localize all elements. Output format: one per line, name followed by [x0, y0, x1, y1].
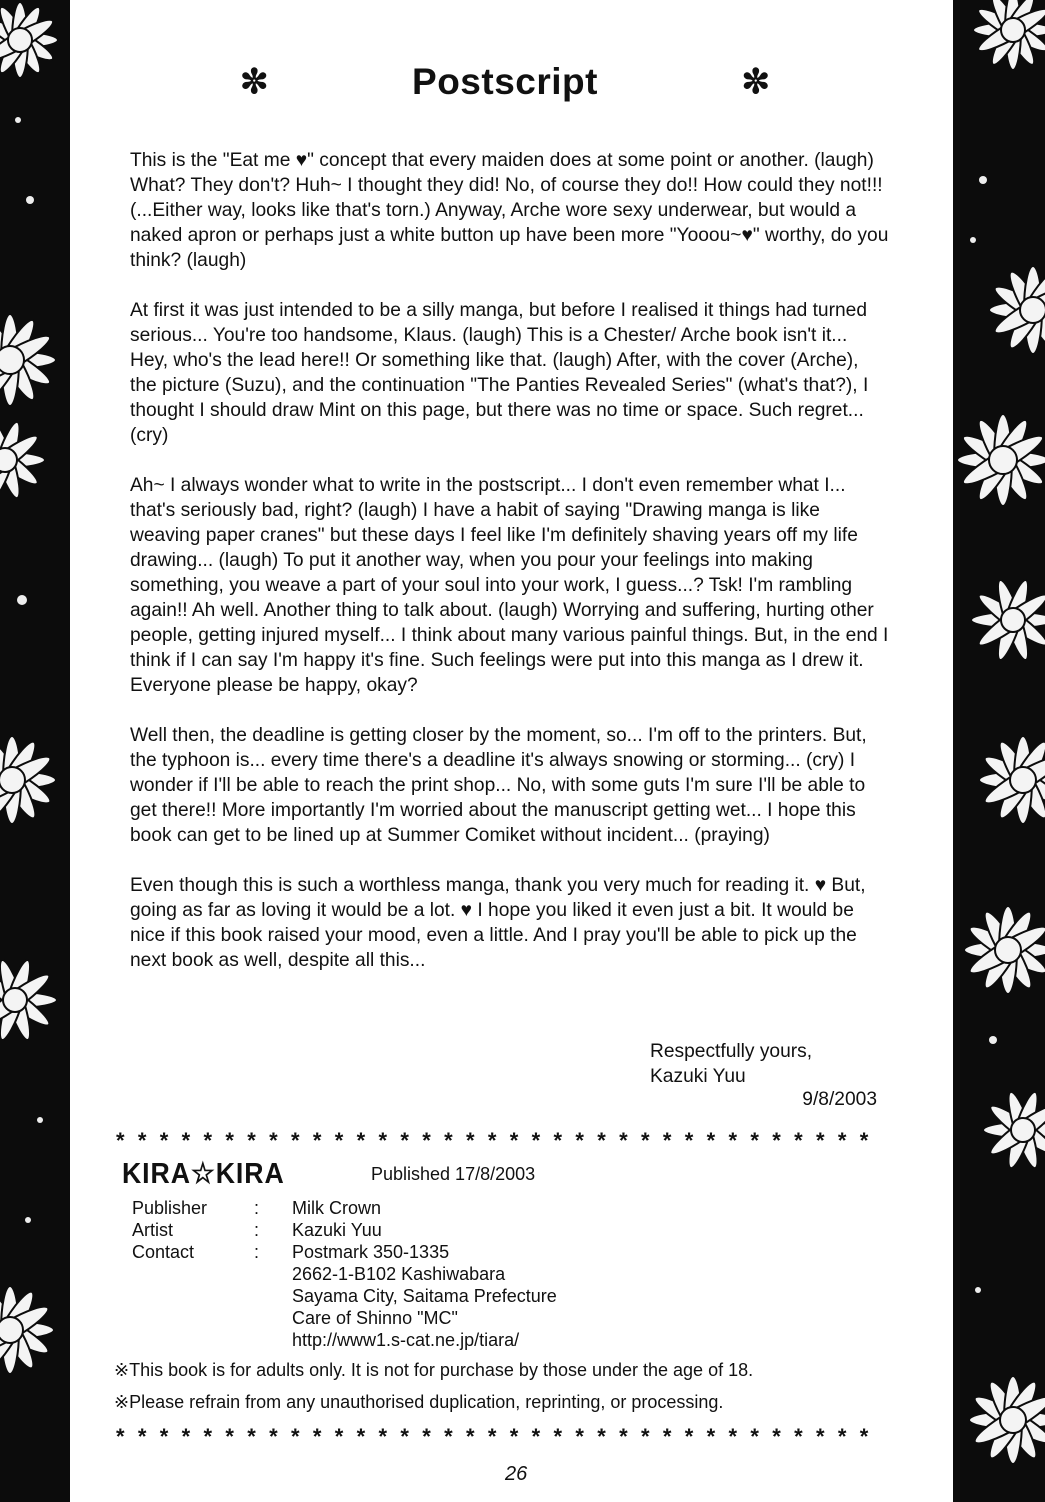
colophon-key [132, 1263, 254, 1285]
book-title: KIRA☆KIRA [122, 1158, 285, 1190]
paragraph: Even though this is such a worthless manga, thank you very much for reading it. ♥ But, going as far as loving it would be a lot. ♥ I hope you liked it even just a bit. It would be nice if this book raised your mood, even a little. And I pray you'll be able to pick up the next book as well, despite all this... [130, 875, 866, 971]
colophon-value: Postmark 350-1335 [292, 1242, 450, 1262]
title-right-asterisk-icon: ✼ [741, 63, 770, 101]
colophon-sep: : [254, 1220, 260, 1240]
colophon-key: Contact [132, 1242, 195, 1262]
colophon-row [132, 1307, 557, 1329]
colophon-sep [254, 1263, 292, 1285]
colophon-sep: : [254, 1198, 260, 1218]
paragraph: This is the "Eat me ♥" concept that every maiden does at some point or another. (laugh) What? They don't? Huh~ I thought they did! No, of course they do!! How could they not!!! (...Either way, looks like that's torn.) Anyway, Arche wore sexy underwear, but would a naked apron or perhaps just a white button up have been more "Yooou~♥" worthy, do you think? (laugh) [130, 150, 889, 271]
colophon-sep: : [254, 1242, 260, 1262]
colophon-value: Kazuki Yuu [292, 1220, 382, 1240]
colophon-info [132, 1197, 557, 1351]
copyright-notice: ※Please refrain from any unauthorised duplication, reprinting, or processing. [114, 1392, 724, 1412]
colophon-key [132, 1285, 254, 1307]
divider-bottom: * * * * * * * * * * * * * * * * * * * * * * * * * * * * * * * * * * * [116, 1424, 872, 1449]
colophon-row [132, 1329, 557, 1351]
colophon-row [132, 1219, 557, 1241]
colophon-value: Sayama City, Saitama Prefecture [292, 1286, 557, 1306]
left-flower-border [0, 0, 70, 1502]
signoff-date: 9/8/2003 [802, 1089, 877, 1110]
signoff [650, 1039, 812, 1089]
title-row [240, 52, 770, 112]
colophon-sep [254, 1329, 292, 1351]
colophon-sep [254, 1307, 292, 1329]
colophon-value: 2662-1-B102 Kashiwabara [292, 1264, 506, 1284]
postscript-body [130, 148, 890, 998]
colophon-value: Milk Crown [292, 1198, 382, 1218]
colophon-url: http://www1.s-cat.ne.jp/tiara/ [292, 1330, 520, 1350]
colophon-row [132, 1241, 557, 1263]
author-name: Kazuki Yuu [650, 1066, 746, 1087]
page-title: Postscript [412, 61, 598, 102]
title-left-asterisk-icon: ✼ [240, 63, 269, 101]
colophon-value: Care of Shinno "MC" [292, 1308, 458, 1328]
colophon-key [132, 1329, 254, 1351]
colophon-key: Artist [132, 1220, 174, 1240]
colophon-sep [254, 1285, 292, 1307]
page-number: 26 [505, 1463, 528, 1485]
published-date: Published 17/8/2003 [371, 1164, 536, 1184]
paragraph: At first it was just intended to be a silly manga, but before I realised it things had turned serious... You're too handsome, Klaus. (laugh) This is a Chester/ Arche book isn't it... Hey, who's the lead here!! Or something like that. (laugh) After, with the cover (Arche), the picture (Suzu), and the continuation "The Panties Revealed Series" (what's that?), I thought I should draw Mint on this page, but there was no time or space. Such regret... (cry) [130, 300, 869, 446]
right-flower-border [953, 0, 1045, 1502]
adult-notice: ※This book is for adults only. It is not for purchase by those under the age of 18. [114, 1360, 754, 1380]
colophon-key [132, 1307, 254, 1329]
colophon-row [132, 1197, 557, 1219]
colophon-row [132, 1285, 557, 1307]
paragraph: Well then, the deadline is getting closer by the moment, so... I'm off to the printers. But, the typhoon is... every time there's a deadline it's always snowing or storming... (cry) I wonder if I'll be able to reach the print shop... No, with some guts I'm sure I'll be able to get there!! More importantly I'm worried about the manuscript getting wet... I hope this book can get to be lined up at Summer Comiket without incident... (praying) [130, 725, 867, 846]
daisy-pattern-left [0, 0, 70, 1502]
divider-top: * * * * * * * * * * * * * * * * * * * * * * * * * * * * * * * * * * * [116, 1128, 872, 1153]
colophon-key: Publisher [132, 1198, 208, 1218]
paragraph: Ah~ I always wonder what to write in the postscript... I don't even remember what I... that's seriously bad, right? (laugh) I have a habit of saying "Drawing manga is like weaving paper cranes" but these days I feel like I'm definitely shaving years off my life drawing... (laugh) To put it another way, when you pour your feelings into making something, you weave a part of your soul into your work, I guess...? Tsk! I'm rambling again!! Ah well. Another thing to talk about. (laugh) Worrying and suffering, hurting other people, getting injured myself... I think about many various painful things. But, in the end I think if I can say I'm happy it's fine. Such feelings were put into this manga as I drew it. Everyone please be happy, okay? [130, 475, 889, 696]
signoff-line: Respectfully yours, [650, 1041, 813, 1062]
daisy-pattern-right [953, 0, 1045, 1502]
colophon-row [132, 1263, 557, 1285]
